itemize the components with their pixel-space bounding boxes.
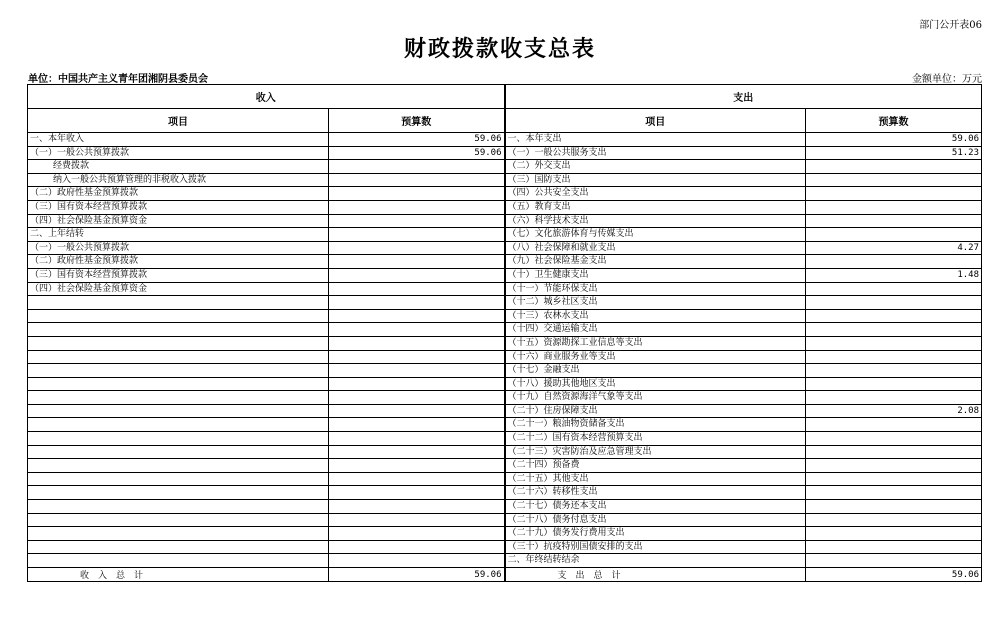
expense-value: [806, 432, 982, 446]
expense-item: 二、年终结转结余: [505, 554, 806, 568]
expense-item: （十一）节能环保支出: [505, 282, 806, 296]
income-item: [28, 323, 329, 337]
income-value: [329, 472, 505, 486]
income-value: [329, 540, 505, 554]
expense-value: 1.48: [806, 268, 982, 282]
expense-value: [806, 255, 982, 269]
table-row: [28, 309, 982, 323]
table-row: [28, 214, 982, 228]
table-body: [28, 133, 982, 568]
income-value: [329, 391, 505, 405]
expense-item: （十九）自然资源海洋气象等支出: [505, 391, 806, 405]
income-item: （三）国有资本经营预算拨款: [28, 268, 329, 282]
table-row: [28, 540, 982, 554]
income-value: [329, 513, 505, 527]
expense-value: [806, 445, 982, 459]
table-row: [28, 255, 982, 269]
expense-value: [806, 364, 982, 378]
table-row: [28, 486, 982, 500]
income-value: [329, 187, 505, 201]
income-value: [329, 527, 505, 541]
expense-item: （九）社会保险基金支出: [505, 255, 806, 269]
income-value: [329, 364, 505, 378]
income-item: 二、上年结转: [28, 228, 329, 242]
table-row: [28, 268, 982, 282]
income-header: 收入: [28, 85, 505, 109]
income-value: 59.06: [329, 146, 505, 160]
income-item: [28, 309, 329, 323]
expense-item: （八）社会保障和就业支出: [505, 241, 806, 255]
income-value: [329, 445, 505, 459]
expense-item: （二十八）债务付息支出: [505, 513, 806, 527]
expense-item: （二十一）粮油物资储备支出: [505, 418, 806, 432]
income-item: 经费拨款: [28, 160, 329, 174]
income-value: [329, 554, 505, 568]
income-item: [28, 554, 329, 568]
expense-item: （十七）金融支出: [505, 364, 806, 378]
table-row: [28, 364, 982, 378]
table-row: [28, 187, 982, 201]
income-value: [329, 214, 505, 228]
income-value: [329, 309, 505, 323]
expense-item: （二十七）债务还本支出: [505, 500, 806, 514]
table-row: [28, 391, 982, 405]
expense-item: （二）外交支出: [505, 160, 806, 174]
income-total-label: 收入总计: [28, 568, 329, 582]
income-budget-header: 预算数: [329, 109, 505, 133]
income-item: （一）一般公共预算拨款: [28, 146, 329, 160]
table-row: [28, 445, 982, 459]
income-value: 59.06: [329, 133, 505, 147]
table-row: [28, 228, 982, 242]
expense-value: [806, 418, 982, 432]
expense-total-label: 支出总计: [505, 568, 806, 582]
income-value: [329, 268, 505, 282]
expense-item: （七）文化旅游体育与传媒支出: [505, 228, 806, 242]
income-item: [28, 296, 329, 310]
expense-budget-header: 预算数: [806, 109, 982, 133]
income-item: [28, 391, 329, 405]
table-row: [28, 377, 982, 391]
expense-item-header: 项目: [505, 109, 806, 133]
expense-item: （十二）城乡社区支出: [505, 296, 806, 310]
income-item: [28, 432, 329, 446]
income-value: [329, 228, 505, 242]
total-row: [28, 568, 982, 582]
expense-item: （一）一般公共服务支出: [505, 146, 806, 160]
income-item: [28, 445, 329, 459]
income-value: [329, 418, 505, 432]
table-row: [28, 323, 982, 337]
expense-item: （三）国防支出: [505, 173, 806, 187]
income-item: [28, 377, 329, 391]
income-item: [28, 418, 329, 432]
income-value: [329, 323, 505, 337]
expense-value: [806, 377, 982, 391]
expense-value: 4.27: [806, 241, 982, 255]
income-value: [329, 241, 505, 255]
income-value: [329, 282, 505, 296]
table-row: [28, 282, 982, 296]
income-total-value: 59.06: [329, 568, 505, 582]
expense-value: [806, 500, 982, 514]
expense-item: （十八）援助其他地区支出: [505, 377, 806, 391]
expense-item: 一、本年支出: [505, 133, 806, 147]
expense-value: [806, 282, 982, 296]
expense-value: [806, 309, 982, 323]
expense-value: [806, 472, 982, 486]
page-title: 财政拨款收支总表: [403, 37, 596, 62]
income-item: [28, 486, 329, 500]
income-item: 一、本年收入: [28, 133, 329, 147]
income-item: [28, 540, 329, 554]
table-row: [28, 527, 982, 541]
table-row: [28, 173, 982, 187]
expense-item: （二十六）转移性支出: [505, 486, 806, 500]
expense-value: 59.06: [806, 133, 982, 147]
table-row: [28, 241, 982, 255]
income-item: （二）政府性基金预算拨款: [28, 255, 329, 269]
income-value: [329, 173, 505, 187]
expense-item: （二十四）预备费: [505, 459, 806, 473]
table-row: [28, 459, 982, 473]
income-value: [329, 336, 505, 350]
income-value: [329, 459, 505, 473]
income-item: （二）政府性基金预算拨款: [28, 187, 329, 201]
table-row: [28, 133, 982, 147]
unit-label: 单位：中国共产主义青年团湘阴县委员会: [28, 74, 208, 85]
expense-item: （三十）抗疫特别国债安排的支出: [505, 540, 806, 554]
expense-total-value: 59.06: [806, 568, 982, 582]
income-value: [329, 296, 505, 310]
expense-value: [806, 323, 982, 337]
table-row: [28, 350, 982, 364]
expense-value: [806, 350, 982, 364]
income-item: [28, 404, 329, 418]
expense-value: [806, 228, 982, 242]
income-item: （四）社会保险基金预算资金: [28, 214, 329, 228]
table-row: [28, 404, 982, 418]
table-row: [28, 472, 982, 486]
expense-item: （二十二）国有资本经营预算支出: [505, 432, 806, 446]
expense-value: [806, 187, 982, 201]
table-row: [28, 418, 982, 432]
expense-value: [806, 296, 982, 310]
expense-item: （二十）住房保障支出: [505, 404, 806, 418]
income-value: [329, 500, 505, 514]
income-item: [28, 336, 329, 350]
budget-table: [27, 84, 982, 582]
expense-item: （四）公共安全支出: [505, 187, 806, 201]
expense-value: [806, 200, 982, 214]
table-row: [28, 513, 982, 527]
table-code: 部门公开表06: [919, 20, 982, 31]
expense-value: [806, 554, 982, 568]
table-row: [28, 500, 982, 514]
income-item: [28, 513, 329, 527]
income-item: （一）一般公共预算拨款: [28, 241, 329, 255]
expense-value: [806, 160, 982, 174]
expense-item: （五）教育支出: [505, 200, 806, 214]
income-item: （四）社会保险基金预算资金: [28, 282, 329, 296]
table-row: [28, 146, 982, 160]
expense-value: [806, 214, 982, 228]
table-row: [28, 296, 982, 310]
income-value: [329, 377, 505, 391]
income-value: [329, 350, 505, 364]
expense-item: （十五）资源勘探工业信息等支出: [505, 336, 806, 350]
income-item: [28, 472, 329, 486]
expense-item: （二十五）其他支出: [505, 472, 806, 486]
expense-item: （二十九）债务发行费用支出: [505, 527, 806, 541]
income-value: [329, 432, 505, 446]
income-item: [28, 364, 329, 378]
income-value: [329, 160, 505, 174]
expense-value: [806, 336, 982, 350]
income-value: [329, 255, 505, 269]
expense-value: 51.23: [806, 146, 982, 160]
expense-value: [806, 486, 982, 500]
table-row: [28, 432, 982, 446]
table-row: [28, 554, 982, 568]
expense-item: （十六）商业服务业等支出: [505, 350, 806, 364]
table-row: [28, 336, 982, 350]
expense-value: [806, 527, 982, 541]
table-row: [28, 200, 982, 214]
expense-item: （十四）交通运输支出: [505, 323, 806, 337]
amount-unit-label: 金额单位：万元: [912, 74, 982, 85]
income-item: [28, 500, 329, 514]
income-value: [329, 404, 505, 418]
expense-item: （六）科学技术支出: [505, 214, 806, 228]
income-item: [28, 527, 329, 541]
expense-value: [806, 391, 982, 405]
income-item: 纳入一般公共预算管理的非税收入拨款: [28, 173, 329, 187]
expense-value: [806, 540, 982, 554]
expense-value: [806, 173, 982, 187]
income-item: [28, 350, 329, 364]
expense-item: （十）卫生健康支出: [505, 268, 806, 282]
income-item: （三）国有资本经营预算拨款: [28, 200, 329, 214]
expense-value: 2.08: [806, 404, 982, 418]
expense-item: （十三）农林水支出: [505, 309, 806, 323]
income-value: [329, 200, 505, 214]
expense-value: [806, 459, 982, 473]
income-item: [28, 459, 329, 473]
expense-item: （二十三）灾害防治及应急管理支出: [505, 445, 806, 459]
income-item-header: 项目: [28, 109, 329, 133]
income-value: [329, 486, 505, 500]
expense-value: [806, 513, 982, 527]
table-row: [28, 160, 982, 174]
expense-header: 支出: [505, 85, 982, 109]
